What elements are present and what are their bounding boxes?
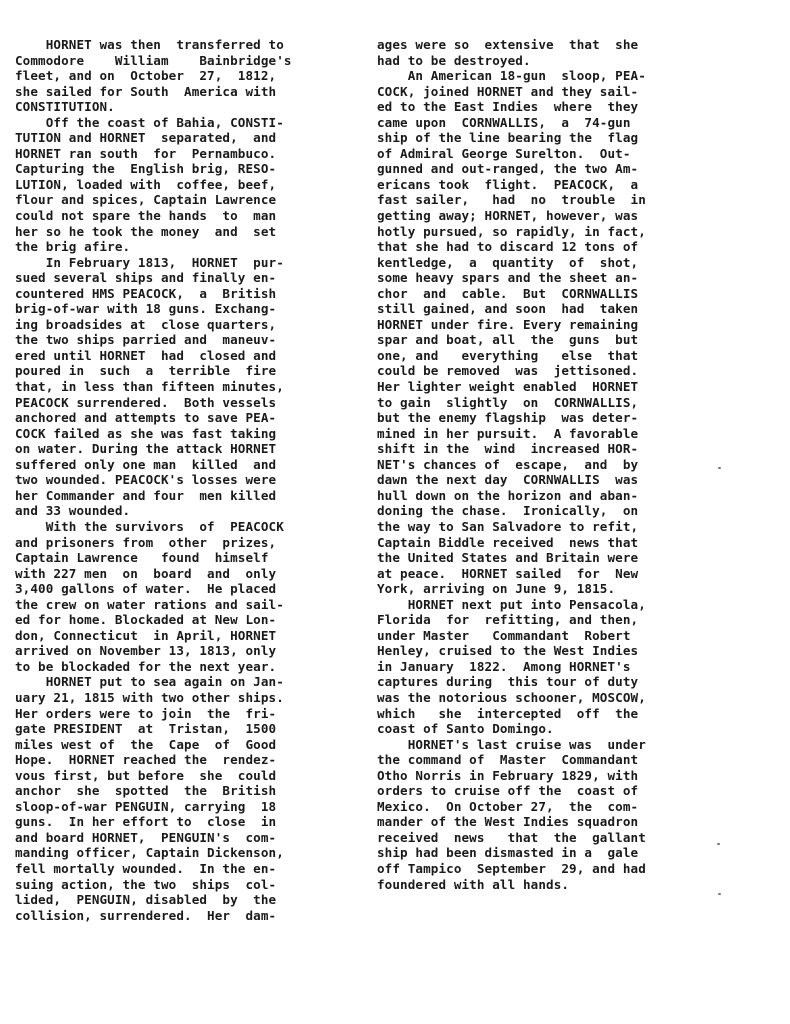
- text-line: Commodore William Bainbridge's: [15, 52, 292, 68]
- text-line: the brig afire.: [15, 239, 131, 255]
- text-line: captures during this tour of duty: [377, 674, 639, 690]
- text-line: but the enemy flagship was deter-: [377, 410, 639, 426]
- text-line: which she intercepted off the: [377, 705, 639, 721]
- text-line: An American 18-gun sloop, PEA-: [377, 68, 646, 84]
- text-line: uary 21, 1815 with two other ships.: [15, 689, 284, 705]
- scan-speck: [717, 843, 720, 845]
- text-line: ed to the East Indies where they: [377, 99, 639, 115]
- text-line: Otho Norris in February 1829, with: [377, 767, 639, 783]
- text-line: foundered with all hands.: [377, 876, 570, 892]
- text-line: at peace. HORNET sailed for New: [377, 565, 639, 581]
- text-line: vous first, but before she could: [15, 767, 277, 783]
- text-line: ed for home. Blockaded at New Lon-: [15, 612, 277, 628]
- text-line: Her lighter weight enabled HORNET: [377, 379, 639, 395]
- text-line: lided, PENGUIN, disabled by the: [15, 892, 277, 908]
- text-line: HORNET next put into Pensacola,: [377, 596, 646, 612]
- text-line: the crew on water rations and sail-: [15, 596, 284, 612]
- text-line: In February 1813, HORNET pur-: [15, 254, 284, 270]
- text-line: anchored and attempts to save PEA-: [15, 410, 277, 426]
- text-line: flour and spices, Captain Lawrence: [15, 192, 277, 208]
- text-line: dawn the next day CORNWALLIS was: [377, 472, 639, 488]
- text-line: sloop-of-war PENGUIN, carrying 18: [15, 798, 277, 814]
- text-line: gunned and out-ranged, the two Am-: [377, 161, 639, 177]
- text-line: NET's chances of escape, and by: [377, 456, 639, 472]
- text-line: chor and cable. But CORNWALLIS: [377, 285, 639, 301]
- text-line: HORNET was then transferred to: [15, 37, 284, 52]
- text-line: ages were so extensive that she: [377, 37, 639, 52]
- text-line: mined in her pursuit. A favorable: [377, 425, 639, 441]
- text-line: don, Connecticut in April, HORNET: [15, 627, 277, 643]
- text-line: with 227 men on board and only: [15, 565, 277, 581]
- text-line: the United States and Britain were: [377, 550, 639, 566]
- text-line: HORNET ran south for Pernambuco.: [15, 145, 277, 161]
- text-line: PEACOCK surrendered. Both vessels: [15, 394, 277, 410]
- text-line: and board HORNET, PENGUIN's com-: [15, 829, 277, 845]
- text-line: and prisoners from other prizes,: [15, 534, 277, 550]
- text-line: anchor she spotted the British: [15, 783, 277, 799]
- text-line: doning the chase. Ironically, on: [377, 503, 639, 519]
- text-line: shift in the wind increased HOR-: [377, 441, 639, 457]
- text-line: to be blockaded for the next year.: [15, 658, 277, 674]
- text-line: suffered only one man killed and: [15, 456, 277, 472]
- text-line: With the survivors of PEACOCK: [15, 518, 284, 534]
- text-line: gate PRESIDENT at Tristan, 1500: [15, 721, 277, 737]
- text-line: getting away; HORNET, however, was: [377, 208, 639, 224]
- text-line: miles west of the Cape of Good: [15, 736, 277, 752]
- scan-speck: [718, 467, 721, 469]
- text-line: coast of Santo Domingo.: [377, 721, 554, 737]
- text-line: some heavy spars and the sheet an-: [377, 270, 639, 286]
- text-line: had to be destroyed.: [377, 52, 531, 68]
- text-line: HORNET under fire. Every remaining: [377, 316, 639, 332]
- text-line: ship of the line bearing the flag: [377, 130, 639, 146]
- text-line: COCK, joined HORNET and they sail-: [377, 83, 639, 99]
- text-line: her Commander and four men killed: [15, 487, 277, 503]
- text-line: could be removed was jettisoned.: [377, 363, 639, 379]
- text-line: hotly pursued, so rapidly, in fact,: [377, 223, 646, 239]
- text-line: guns. In her effort to close in: [15, 814, 277, 830]
- text-line: fast sailer, had no trouble in: [377, 192, 646, 208]
- text-line: 3,400 gallons of water. He placed: [15, 581, 277, 597]
- scan-speck: [718, 893, 721, 895]
- text-line: fell mortally wounded. In the en-: [15, 860, 277, 876]
- text-line: suing action, the two ships col-: [15, 876, 277, 892]
- text-line: that she had to discard 12 tons of: [377, 239, 639, 255]
- text-line: the command of Master Commandant: [377, 752, 639, 768]
- text-line: CONSTITUTION.: [15, 99, 115, 115]
- text-line: spar and boat, all the guns but: [377, 332, 639, 348]
- text-line: manding officer, Captain Dickenson,: [15, 845, 284, 861]
- text-line: in January 1822. Among HORNET's: [377, 658, 631, 674]
- text-line: poured in such a terrible fire: [15, 363, 277, 379]
- text-line: that, in less than fifteen minutes,: [15, 379, 284, 395]
- text-line: LUTION, loaded with coffee, beef,: [15, 176, 277, 192]
- text-line: to gain slightly on CORNWALLIS,: [377, 394, 639, 410]
- text-line: HORNET put to sea again on Jan-: [15, 674, 284, 690]
- text-line: mander of the West Indies squadron: [377, 814, 639, 830]
- text-line: ship had been dismasted in a gale: [377, 845, 639, 861]
- text-line: could not spare the hands to man: [15, 208, 277, 224]
- text-line: of Admiral George Surelton. Out-: [377, 145, 631, 161]
- text-line: came upon CORNWALLIS, a 74-gun: [377, 114, 631, 130]
- text-line: Off the coast of Bahia, CONSTI-: [15, 114, 284, 130]
- left-column: [15, 37, 333, 923]
- right-column: [377, 37, 695, 892]
- text-line: brig-of-war with 18 guns. Exchang-: [15, 301, 277, 317]
- text-line: arrived on November 13, 1813, only: [15, 643, 277, 659]
- text-line: two wounded. PEACOCK's losses were: [15, 472, 277, 488]
- text-line: COCK failed as she was fast taking: [15, 425, 277, 441]
- text-line: received news that the gallant: [377, 829, 646, 845]
- text-line: Captain Lawrence found himself: [15, 550, 269, 566]
- text-line: collision, surrendered. Her dam-: [15, 907, 277, 923]
- text-line: Hope. HORNET reached the rendez-: [15, 752, 277, 768]
- text-line: HORNET's last cruise was under: [377, 736, 646, 752]
- text-line: Her orders were to join the fri-: [15, 705, 277, 721]
- text-line: ered until HORNET had closed and: [15, 347, 277, 363]
- text-line: Capturing the English brig, RESO-: [15, 161, 277, 177]
- text-line: the way to San Salvadore to refit,: [377, 518, 639, 534]
- text-line: the two ships parried and maneuv-: [15, 332, 277, 348]
- text-line: was the notorious schooner, MOSCOW,: [377, 689, 646, 705]
- text-line: Captain Biddle received news that: [377, 534, 639, 550]
- text-line: one, and everything else that: [377, 347, 639, 363]
- text-line: her so he took the money and set: [15, 223, 277, 239]
- text-line: TUTION and HORNET separated, and: [15, 130, 277, 146]
- text-line: ing broadsides at close quarters,: [15, 316, 277, 332]
- text-line: orders to cruise off the coast of: [377, 783, 639, 799]
- text-line: under Master Commandant Robert: [377, 627, 631, 643]
- text-line: on water. During the attack HORNET: [15, 441, 277, 457]
- text-line: Florida for refitting, and then,: [377, 612, 639, 628]
- text-line: Henley, cruised to the West Indies: [377, 643, 639, 659]
- text-line: she sailed for South America with: [15, 83, 277, 99]
- text-line: kentledge, a quantity of shot,: [377, 254, 639, 270]
- text-line: hull down on the horizon and aban-: [377, 487, 639, 503]
- text-line: still gained, and soon had taken: [377, 301, 639, 317]
- text-line: York, arriving on June 9, 1815.: [377, 581, 616, 597]
- text-line: countered HMS PEACOCK, a British: [15, 285, 277, 301]
- text-line: and 33 wounded.: [15, 503, 131, 519]
- text-line: Mexico. On October 27, the com-: [377, 798, 639, 814]
- text-line: off Tampico September 29, and had: [377, 860, 646, 876]
- text-line: fleet, and on October 27, 1812,: [15, 68, 277, 84]
- text-line: sued several ships and finally en-: [15, 270, 277, 286]
- text-line: ericans took flight. PEACOCK, a: [377, 176, 639, 192]
